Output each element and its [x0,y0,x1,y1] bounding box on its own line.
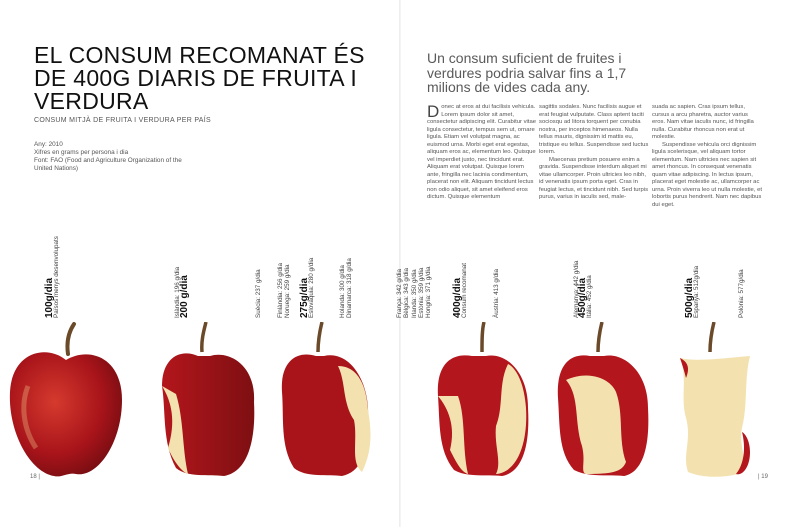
apple-core-450-illustration [552,322,652,482]
label-group-polonia [738,269,746,318]
body-paragraph: Suspendisse vehicula orci dignissim ligula scelerisque, vel aliquam tortor elementum. Nam ultricies nec sapien sit amet rhoncus. In consequat venenatis quam vitae adipiscing. In lectus ipsum, placerat eget molestie ac, ullamcorper ac urna. Proin viverra leo ut nulla molestie, et lobortis purus hendrerit. Nam nec dapibus dui eget. [652,141,763,208]
country-label-austria: Àustria: 413 g/dia [493,268,500,318]
value-label-200: 200 g/dia [179,275,190,318]
apple-core-275-illustration [276,322,376,482]
apple-core-500-illustration [672,322,762,482]
chart-subtitle: CONSUM MITJÀ DE FRUITA I VERDURA PER PAÍS [34,117,211,124]
page-number-right: | 19 [758,474,768,480]
country-label-holanda: Holanda: 300 g/dia [339,265,346,318]
meta-source: Font: FAO (Food and Agriculture Organization of the United Nations) [34,157,182,172]
country-label-eslovaquia: Eslovàquia: 280 g/dia [308,257,315,318]
body-column-2 [539,104,649,202]
country-label-polonia: Polònia: 577g/dia [738,269,745,318]
body-paragraph: suada ac sapien. Cras ipsum tellus, cursus a arcu pharetra, auctor varius eros. Nam vitae iaculis nunc, id fringilla nulla. Curabitur rhoncus non erat ut molestie. [652,104,754,140]
value-label-500: 500g/dia [684,277,695,318]
apple-whole-illustration [6,322,126,482]
meta-units: Xifres en grams per persona i dia [34,149,129,156]
label-group-275-big [299,257,316,318]
country-label-suecia: Suècia: 237 g/dia [255,269,262,318]
body-column-1 [427,104,537,202]
apple-core-200-illustration [158,322,258,482]
label-group-holanda [339,258,354,318]
body-paragraph: sagittis sodales. Nunc facilisis augue et erat feugiat vulputate. Class aptent taciti sociosqu ad litora torquent per conubia nostra, per inceptos himenaeos. Nulla tellus mauris, dignissim id mattis eu, tristique eu tellus. Suspendisse sed luctus lorem. [539,104,649,155]
spread-gutter [399,0,401,527]
country-label-dinamarca: Dinamarca: 318 g/dia [346,258,353,318]
country-label-espanya: Espanya: 512g/dia [693,265,700,318]
value-label-100: 100g/dia [44,277,55,318]
country-label-alemanya: Alemanya: 442 g/dia [573,260,580,318]
label-group-275 [277,263,292,318]
country-label-estonia: Estònia: 359 g/dia [418,267,425,318]
country-label-hongria: Hongria: 371 g/dia [425,266,432,318]
label-group-450 [577,275,594,318]
label-group-irlanda [411,266,433,318]
body-column-3 [652,104,762,209]
value-label-275: 275g/dia [299,277,310,318]
body-paragraph: Maecenas pretium posuere enim a gravida. Suspendisse interdum aliquet mi vitae ullamcorper. Proin ultricies leo nibh, id venenatis ipsum porta eget. Cras in feugiat lectus, et tincidunt nibh. Sed turpis purus, varius in iaculis sed, male- [539,156,649,200]
meta-year: Any: 2010 [34,141,63,148]
country-label-islandia: Islàndia: 196 g/dia [174,266,181,318]
apple-core-400-illustration [432,322,532,482]
label-group-suecia [255,269,263,318]
dropcap: D [427,102,440,121]
country-label-irlanda: Irlanda: 350 g/dia [411,269,418,318]
value-label-450: 450g/dia [577,277,588,318]
country-label-belgica: Bèlgica: 343 g/dia [403,267,410,318]
label-group-100 [44,236,61,318]
country-label-italia: Itàlia: 452 g/dia [586,275,593,318]
country-label-finlandia: Finlàndia: 256 g/dia [277,263,284,318]
page-number-left: 18 | [30,474,40,480]
caption-less-developed: Països menys desenvolupats [53,236,60,318]
label-group-400 [452,263,469,318]
body-paragraph: Donec at eros at dui facilisis vehicula. Lorem ipsum dolor sit amet, consectetur adipiscing elit. Curabitur vitae ligula consectetur, tempus sem ut, ornare ligula. Etiam vel volutpat magna, ac euismod urna. Morbi eget erat egestas, aliquam eros ac, elementum leo. Quisque vel imperdiet justo, nec tincidunt erat. Aliquam erat volutpat. Quisque lorem ante, fringilla nec lacinia condimentum, placerat non elit. Aliquam tincidunt lectus non odio aliquet, sit amet eleifend eros dictum. Quisque elementum [427,102,537,200]
page-title: EL CONSUM RECOMANAT ÉS DE 400G DIARIS DE FRUITA I VERDURA [34,42,365,114]
label-group-500 [684,265,701,318]
country-label-franca: França: 342 g/dia [396,268,403,318]
country-label-noruega: Noruega: 259 g/dia [284,264,291,318]
lead-text: Un consum suficient de fruites i verdures podria salvar fins a 1,7 milions de vides cada any. [427,50,627,95]
label-group-austria [493,268,501,318]
value-label-400: 400g/dia [452,277,463,318]
chart-meta [34,141,234,173]
label-group-200 [174,266,190,318]
caption-recommended: Consum recomanat [461,263,468,318]
